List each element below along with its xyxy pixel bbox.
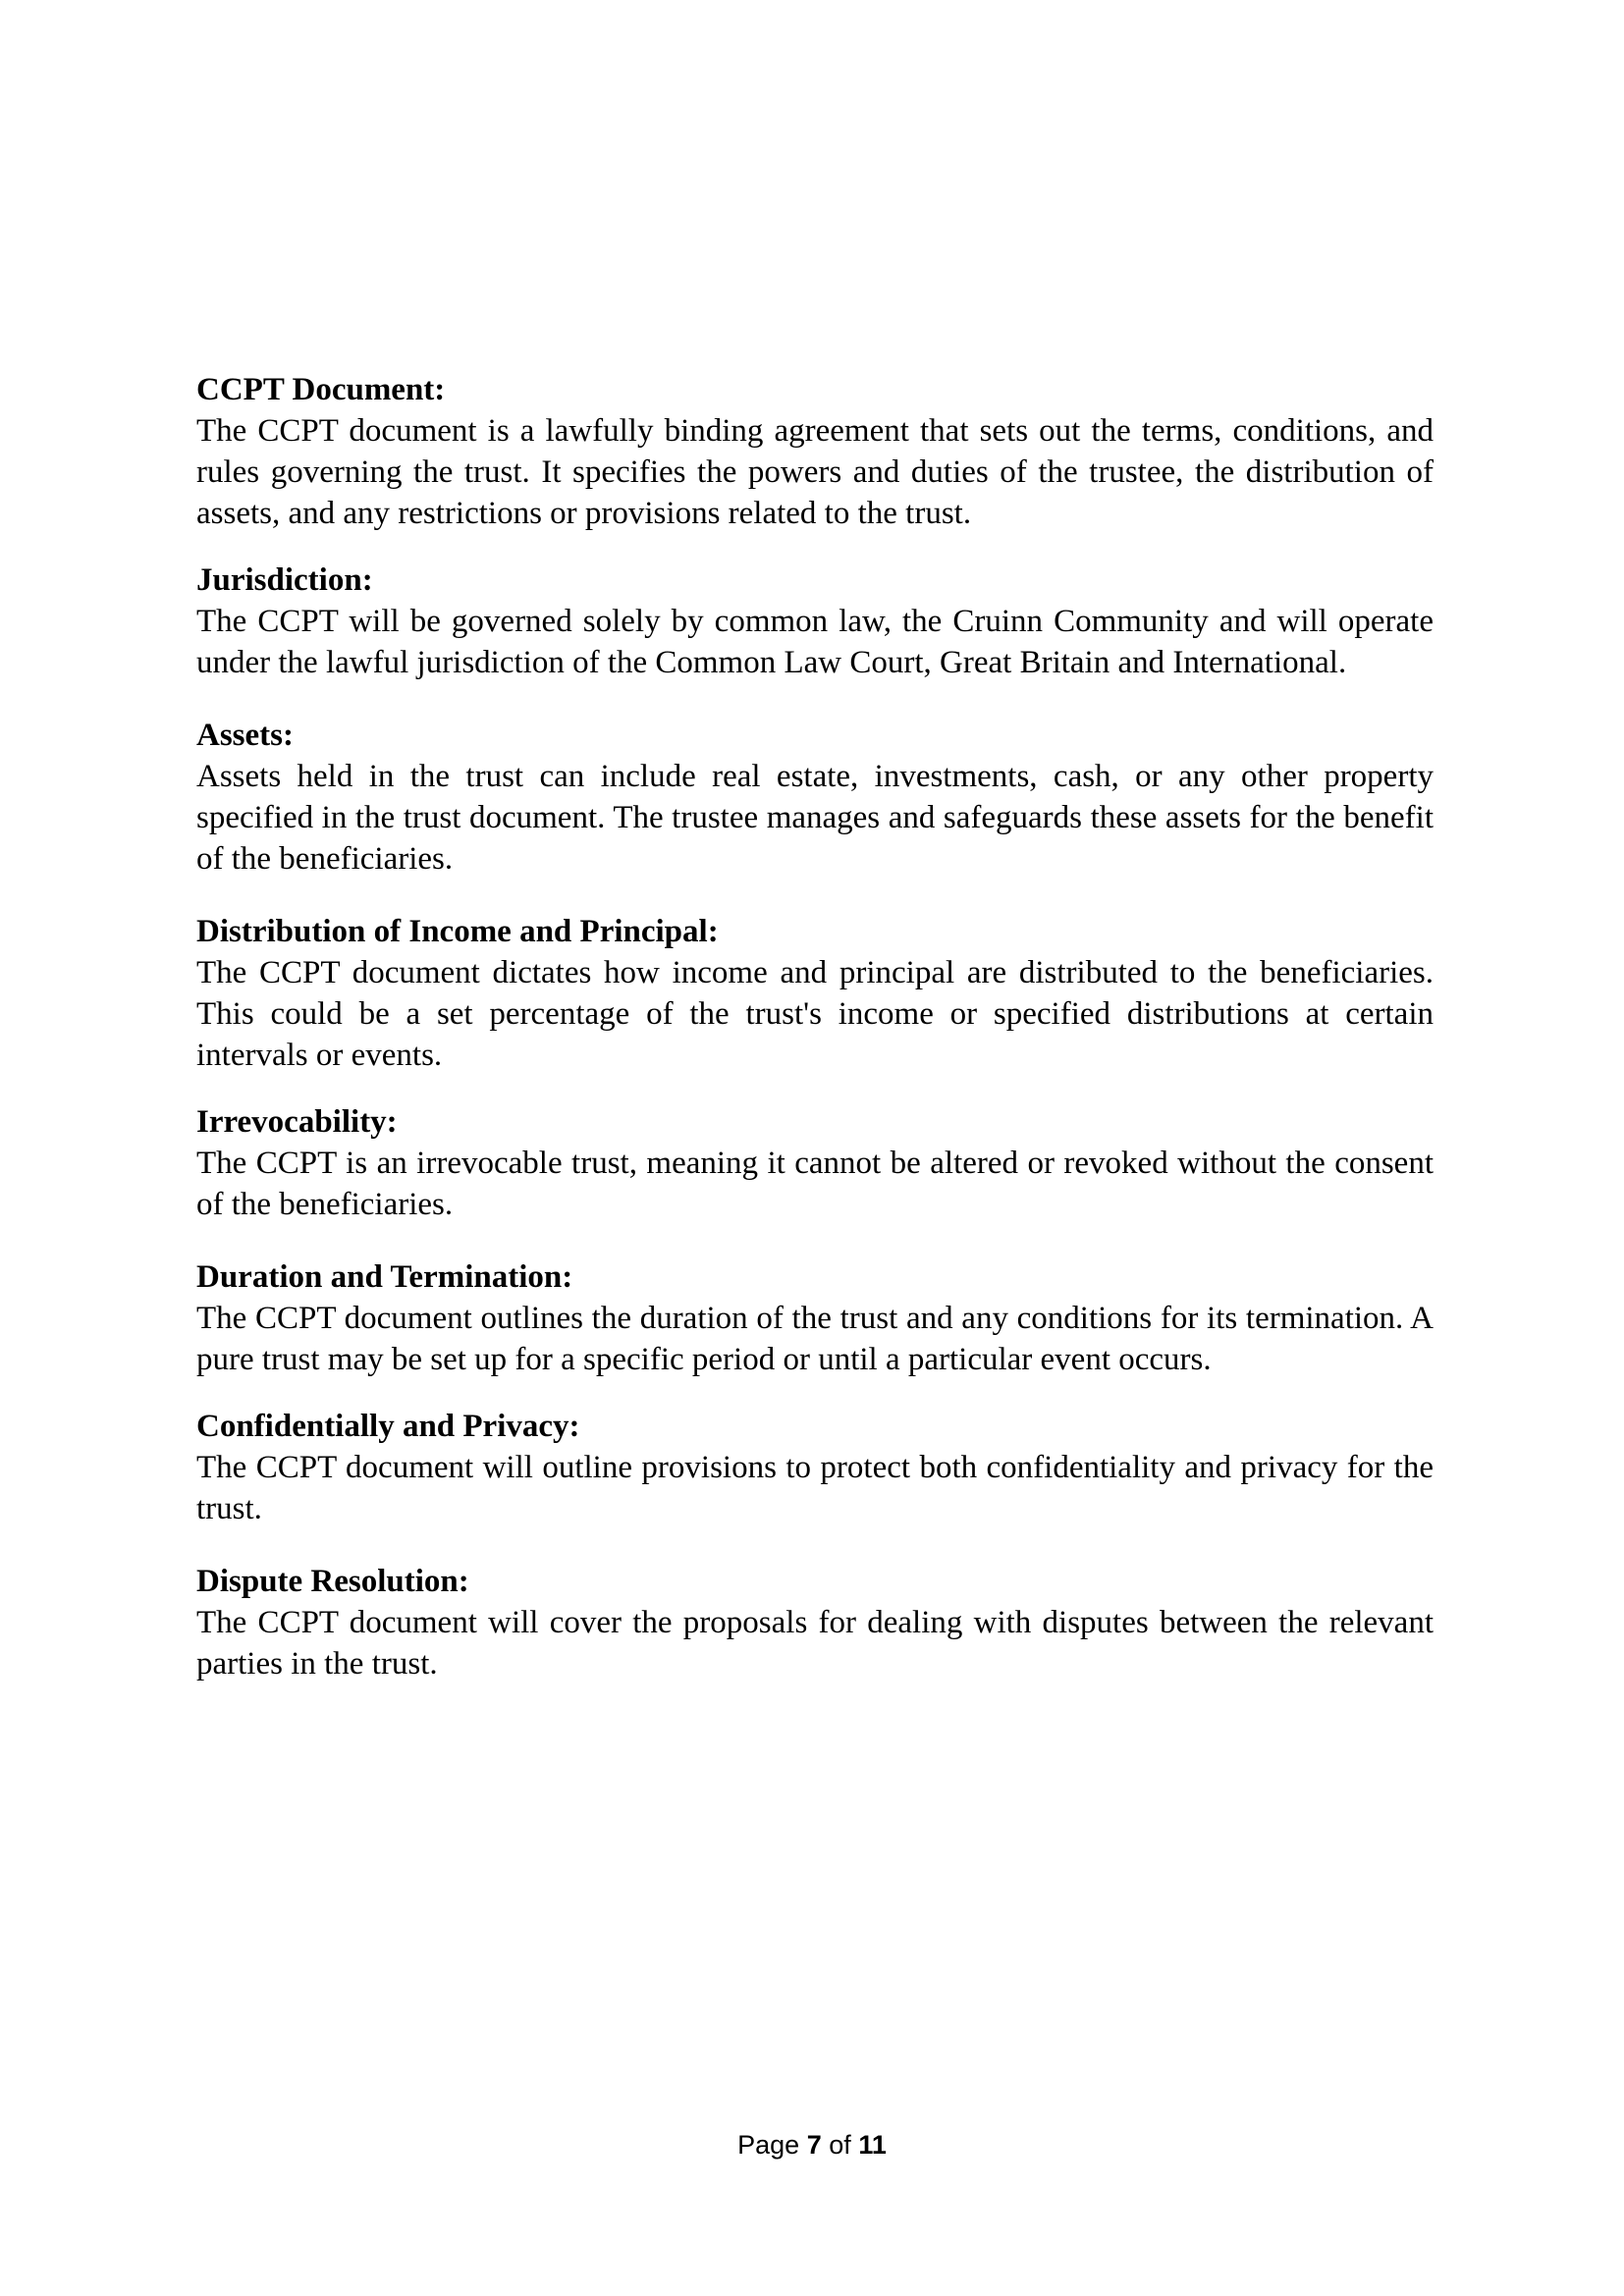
section-heading: Dispute Resolution: — [196, 1564, 469, 1599]
section-body: The CCPT document is a lawfully binding agreement that sets out the terms, conditions, and rules governing the trust. It specifies the powers and duties of the trustee, the distribution of assets, and any restrictions or provisions related to the trust. — [196, 413, 1434, 531]
section-confidentially-and-privacy — [196, 1406, 1434, 1529]
section-duration-and-termination — [196, 1256, 1434, 1380]
section-body: The CCPT is an irrevocable trust, meaning it cannot be altered or revoked without the consent of the beneficiaries. — [196, 1146, 1434, 1222]
section-heading: Distribution of Income and Principal: — [196, 914, 719, 949]
section-jurisdiction — [196, 560, 1434, 683]
section-dispute-resolution — [196, 1561, 1434, 1684]
section-irrevocability — [196, 1101, 1434, 1225]
section-distribution-of-income-and-principal — [196, 911, 1434, 1076]
section-body: The CCPT document will cover the proposals for dealing with disputes between the relevant parties in the trust. — [196, 1605, 1434, 1682]
section-body: The CCPT document outlines the duration of the trust and any conditions for its termination. A pure trust may be set up for a specific period or until a particular event occurs. — [196, 1301, 1434, 1377]
section-heading: Assets: — [196, 718, 294, 753]
section-heading: Irrevocability: — [196, 1104, 398, 1140]
section-heading: CCPT Document: — [196, 372, 446, 407]
section-body: The CCPT document dictates how income and principal are distributed to the beneficiaries. This could be a set percentage of the trust's income or specified distributions at certain intervals or events. — [196, 955, 1434, 1073]
page-footer — [0, 2128, 1624, 2162]
section-body: The CCPT will be governed solely by common law, the Cruinn Community and will operate under the lawful jurisdiction of the Common Law Court, Great Britain and International. — [196, 604, 1434, 680]
section-ccpt-document — [196, 369, 1434, 534]
section-heading: Confidentially and Privacy: — [196, 1409, 580, 1444]
section-heading: Duration and Termination: — [196, 1259, 573, 1295]
footer-total-pages: 11 — [858, 2130, 887, 2160]
footer-page-label: Page — [737, 2130, 800, 2160]
section-body: The CCPT document will outline provisions to protect both confidentiality and privacy for the trust. — [196, 1450, 1434, 1526]
footer-of-label: of — [829, 2130, 851, 2160]
section-body: Assets held in the trust can include real estate, investments, cash, or any other property specified in the trust document. The trustee manages and safeguards these assets for the benefit of the beneficiaries. — [196, 759, 1434, 877]
section-heading: Jurisdiction: — [196, 562, 373, 598]
document-content — [196, 369, 1434, 1710]
footer-current-page: 7 — [806, 2130, 822, 2160]
section-assets — [196, 715, 1434, 880]
